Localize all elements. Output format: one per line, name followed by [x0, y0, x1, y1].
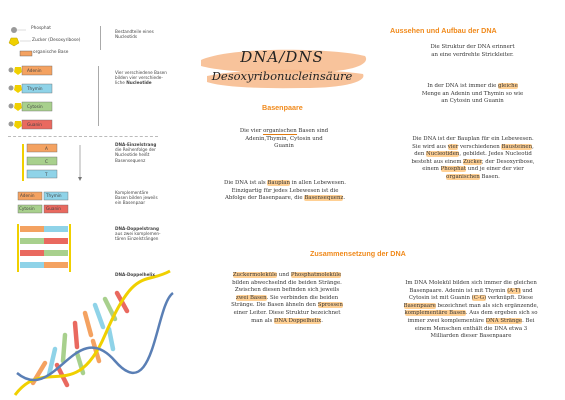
einzelstrang-graphic — [18, 141, 98, 185]
legend-base: organische Base — [33, 50, 69, 55]
label-cytosin: Cytosin — [27, 104, 43, 109]
basenpaare-paragraph-1: Die vier organischen Basen sind Adenin,Thymin, Cytosin und Guanin — [239, 128, 329, 150]
einzelstrang-title: DNA-Einzelstrang — [115, 142, 157, 147]
legend-zucker: Zucker (Desoxyribose) — [32, 38, 81, 43]
doppelhelix-label: DNA-Doppelhelix — [115, 272, 155, 277]
pair-cytosin: Cytosin — [19, 206, 35, 211]
heading-basenpaare: Basenpaare — [262, 103, 303, 112]
aussehen-paragraph-1: Die Struktur der DNA erinnert an eine verdrehte Strickleiter. — [430, 44, 515, 58]
aussehen-paragraph-2: In der DNA ist immer die gleiche Menge an Adenin und Thymin so wie an Cytosin und Guanin — [421, 83, 524, 105]
nucleotides-caption: Vier verschiedene Basen bilden vier verschiede- liche Nucleotide — [115, 70, 167, 86]
nucleotides-brace — [98, 66, 107, 126]
label-guanin: Guanin — [27, 122, 42, 127]
zusammensetzung-left-paragraph: Zuckermoleküle und Phosphatmoleküle bilden abwechselnd die beiden Stränge. Zwischen diesen befinden sich jeweils zwei Basen. Sie verbinden die beiden Stränge. Die Basen ähneln den Sprossen einer Leiter. Diese Struktur bezeichnet man als DNA Doppelhelix. — [231, 272, 343, 324]
label-thymin: Thymin — [27, 86, 43, 91]
heading-zusammensetzung: Zusammensetzung der DNA — [310, 249, 406, 258]
doppelstrang-caption: DNA-Doppelstrang aus zwei komplemen- tären Einzelsträngen — [115, 226, 161, 242]
base-symbol — [20, 51, 32, 56]
legend-bestandteile: Bestandteile eines Nucleotids — [115, 29, 154, 40]
einzelstrang-letter-c: C — [45, 159, 48, 164]
main-title-line2: Desoxyribonucleinsäure — [211, 69, 353, 83]
doppelstrang-title: DNA-Doppelstrang — [115, 226, 159, 231]
legend-phosphat: Phosphat — [31, 26, 51, 31]
phosphate-symbol — [11, 27, 17, 33]
doppelhelix-graphic — [5, 265, 175, 400]
komplementaer-caption: Komplementäre Basen bilden jeweils ein Basenpaar — [115, 190, 158, 206]
main-title-line1: DNA/DNS — [240, 48, 324, 66]
divider — [8, 136, 158, 137]
pair-guanin: Guanin — [46, 206, 61, 211]
aussehen-paragraph-3: Die DNA ist der Bauplan für ein Lebewesen. Sie wird aus vier verschiedenen Bausteinen, den Nucleotiden, gebildet. Jedes Nucleotid besteht aus einem Zucker, der Desoxyribose, einem Phosphat und je einer der vier organischen Basen. — [411, 136, 535, 180]
einzelstrang-caption: DNA-Einzelstrang die Reihenfolge der Nucleotide heißt Basensequenz — [115, 142, 157, 163]
pair-thymin: Thymin — [46, 193, 62, 198]
einzelstrang-letter-a: A — [45, 146, 48, 151]
pair-adenin: Adenin — [20, 193, 35, 198]
basenpaare-paragraph-2: Die DNA ist als Bauplan in allen Lebewesen. Einzigartig für jedes Lebewesen ist die Abfolge der Basenpaare, die Basensequenz. — [224, 180, 346, 202]
einzelstrang-letter-t: T — [45, 172, 48, 177]
sugar-symbol — [9, 38, 19, 46]
zusammensetzung-right-paragraph: Im DNA Molekül bilden sich immer die gleichen Basenpaare. Adenin ist mit Thymin (A-T) und Cytosin ist mit Guanin (C-G) verknüpft. Diese Basenpaare bezeichnet man als sich ergänzende, komplementäre Basen. Aus dem ergeben sich so immer zwei komplementäre DNA Stränge. Bei einem Menschen enthält die DNA etwa 3 Milliarden dieser Basenpaare — [403, 280, 539, 340]
label-adenin: Adenin — [27, 68, 42, 73]
title-banner — [193, 42, 371, 92]
heading-aussehen: Aussehen und Aufbau der DNA — [390, 26, 497, 35]
nucleotides-graphic — [6, 62, 86, 130]
